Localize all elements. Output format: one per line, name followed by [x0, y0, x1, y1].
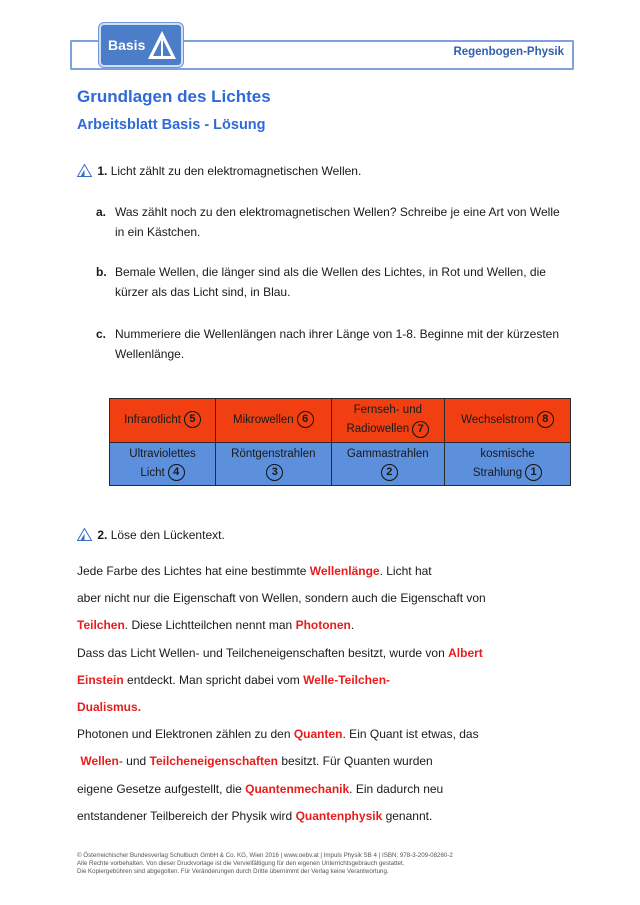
text: . Licht hat [379, 564, 432, 578]
difficulty-triangle-icon [77, 164, 92, 177]
task-2-heading [77, 528, 225, 542]
footer-line: Die Kopiergebühren sind abgegolten. Für Veränderungen durch Dritte übernimmt der Verlag keine Verantwortung. [77, 868, 389, 875]
cell-label: Wechselstrom [461, 413, 534, 426]
text: Jede Farbe des Lichtes hat eine bestimmte [77, 564, 310, 578]
task-1c [96, 324, 566, 364]
logo-text: Basis [108, 37, 146, 53]
answer: Quantenphysik [295, 808, 383, 823]
cell-label-top: Gammastrahlen [346, 447, 429, 460]
circled-number: 2 [381, 464, 398, 481]
cell-label: Infrarotlicht [124, 413, 181, 426]
text: . Diese Lichtteilchen nennt man [124, 618, 296, 633]
page-subtitle: Arbeitsblatt Basis - Lösung [77, 117, 266, 133]
text: aber nicht nur die Eigenschaft von Wellen, sondern auch die Eigenschaft von [77, 591, 486, 606]
text: eigene Gesetze aufgestellt, die [77, 781, 246, 796]
cloze-line [77, 617, 557, 644]
footer-line: Alle Rechte vorbehalten. Von dieser Druckvorlage ist die Vervielfältigung für den eigenen Unterrichtsgebrauch gestattet. [77, 860, 405, 867]
cloze-line [77, 672, 557, 699]
difficulty-triangle-icon [77, 528, 92, 541]
task-2-text: Löse den Lückentext. [110, 528, 225, 542]
answer: Dualismus [77, 699, 138, 714]
wave-table [109, 398, 571, 486]
text: . Ein dadurch neu [349, 781, 444, 796]
cell-label-top: Ultraviolettes [129, 447, 196, 460]
answer: Wellenlänge [309, 564, 380, 578]
answer: Quantenmechanik [245, 781, 350, 796]
answer: . [137, 699, 142, 714]
answer: Welle-Teilchen- [303, 672, 391, 687]
cloze-line [77, 645, 557, 672]
answer: Einstein [77, 672, 124, 687]
task-1-text: Licht zählt zu den elektromagnetischen Wellen. [110, 164, 362, 178]
cloze-line [77, 699, 557, 726]
circled-number: 5 [184, 411, 201, 428]
answer: Teilcheneigenschaften [149, 754, 278, 769]
table-row [110, 399, 571, 443]
answer: Albert [448, 645, 483, 660]
cell-label: Strahlung [472, 466, 523, 479]
circled-number: 1 [525, 464, 542, 481]
text: genannt. [382, 808, 433, 823]
task-1b-text: Bemale Wellen, die länger sind als die Wellen des Lichtes, in Rot und Wellen, die kürzer als das Licht sind, in Blau. [115, 265, 546, 299]
task-1-heading [77, 164, 361, 178]
table-cell [110, 399, 216, 443]
task-1-number: 1. [97, 164, 108, 178]
answer: Quanten [293, 727, 343, 742]
table-cell [444, 399, 570, 443]
circled-number: 3 [266, 464, 283, 481]
cloze-line [77, 781, 557, 808]
answer: Photonen [295, 618, 351, 633]
answer: Teilchen [77, 618, 125, 633]
task-1a-text: Was zählt noch zu den elektromagnetischen Wellen? Schreibe je eine Art von Welle in ein Kästchen. [115, 205, 560, 239]
cell-label-top: Fernseh- und [353, 404, 422, 417]
cloze-line [77, 753, 557, 780]
text: entstandener Teilbereich der Physik wird [77, 808, 296, 823]
cloze-line [77, 590, 557, 617]
cloze-line [77, 726, 557, 753]
brand-label: Regenbogen-Physik [453, 46, 564, 58]
text: Dass das Licht Wellen- und Teilcheneigenschaften besitzt, wurde von [77, 645, 449, 660]
cell-label: Licht [140, 466, 165, 479]
task-1a [96, 202, 566, 242]
table-cell [331, 442, 444, 486]
text: besitzt. Für Quanten wurden [277, 754, 433, 769]
task-2-number: 2. [97, 528, 108, 542]
table-cell [110, 442, 216, 486]
table-cell [216, 442, 332, 486]
table-cell [444, 442, 570, 486]
text: entdeckt. Man spricht dabei vom [123, 672, 304, 687]
text: . Ein Quant ist etwas, das [342, 727, 479, 742]
answer: Wellen [80, 754, 119, 769]
footer [77, 852, 453, 876]
task-1c-text: Nummeriere die Wellenlängen nach ihrer Länge von 1-8. Beginne mit der kürzesten Wellenlänge. [115, 327, 560, 361]
task-1c-letter: c. [96, 327, 107, 341]
cell-label-top: kosmische [480, 447, 535, 460]
basis-logo [99, 23, 183, 67]
text: Photonen und Elektronen zählen zu den [77, 727, 294, 742]
text: - und [118, 754, 150, 769]
table-row [110, 442, 571, 486]
table-cell [216, 399, 332, 443]
cloze-line [77, 563, 557, 590]
cloze-line [77, 808, 557, 835]
cell-label: Mikrowellen [232, 413, 294, 426]
circled-number: 4 [168, 464, 185, 481]
table-cell [331, 399, 444, 443]
text: . [350, 618, 355, 633]
circled-number: 6 [297, 411, 314, 428]
circled-number: 8 [537, 411, 554, 428]
cell-label: Radiowellen [346, 423, 410, 436]
cloze-text [77, 563, 557, 835]
cell-label-top: Röntgenstrahlen [231, 447, 316, 460]
task-1b [96, 262, 566, 302]
circled-number: 7 [412, 421, 429, 438]
level-triangle-icon [146, 29, 178, 61]
footer-line: © Österreichischer Bundesverlag Schulbuch GmbH & Co. KG, Wien 2016 | www.oebv.at | Impuls Physik SB 4 | ISBN: 978-3-209-08260-2 [77, 852, 453, 859]
page-title: Grundlagen des Lichtes [77, 87, 271, 106]
task-1a-letter: a. [96, 205, 107, 219]
task-1b-letter: b. [96, 265, 107, 279]
